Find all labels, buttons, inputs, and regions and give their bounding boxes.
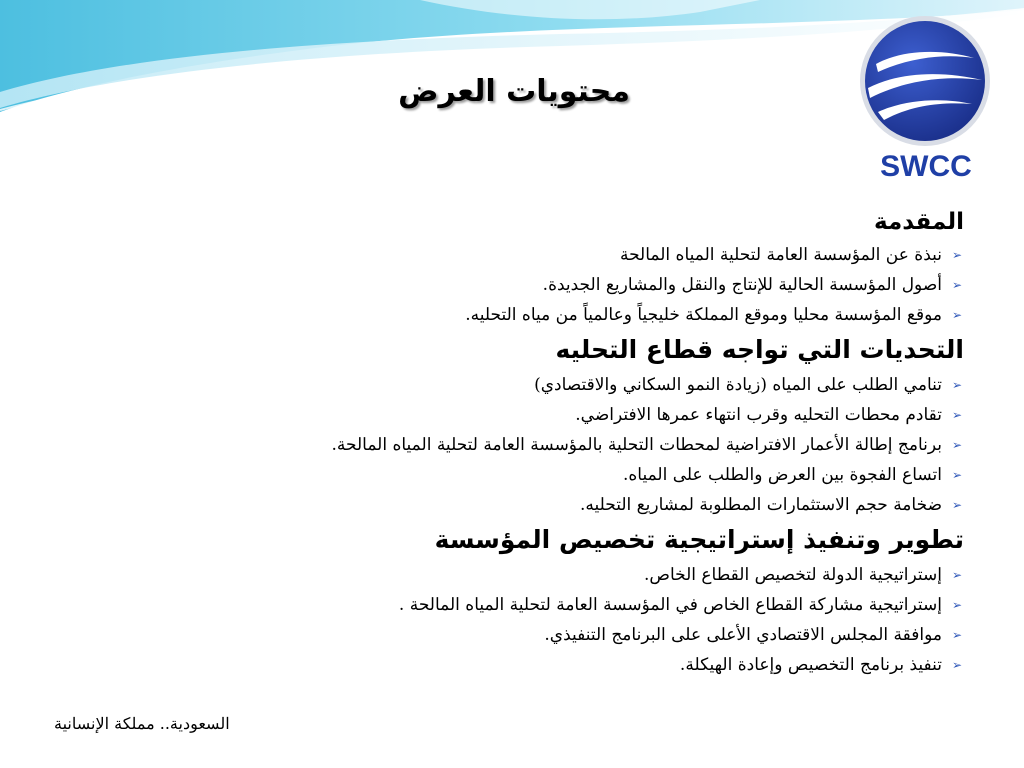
arrow-bullet-icon: ➢ — [951, 278, 963, 292]
arrow-bullet-icon: ➢ — [951, 628, 963, 642]
logo-text: SWCC — [880, 150, 972, 183]
arrow-bullet-icon: ➢ — [951, 658, 963, 672]
list-item: ➢ موافقة المجلس الاقتصادي الأعلى على البرنامج التنفيذي. — [544, 625, 963, 645]
list-item: ➢ ضخامة حجم الاستثمارات المطلوبة لمشاريع التحليه. — [579, 495, 963, 515]
list-item: ➢ تنفيذ برنامج التخصيص وإعادة الهيكلة. — [679, 655, 963, 675]
list-item: ➢ اتساع الفجوة بين العرض والطلب على المياه. — [622, 465, 963, 485]
bullet-list-intro — [164, 240, 964, 330]
list-item: ➢ نبذة عن المؤسسة العامة لتحلية المياه المالحة — [619, 245, 963, 265]
list-item: ➢ تنامي الطلب على المياه (زيادة النمو السكاني والاقتصادي) — [534, 375, 963, 395]
arrow-bullet-icon: ➢ — [951, 308, 963, 322]
arrow-bullet-icon: ➢ — [951, 568, 963, 582]
arrow-bullet-icon: ➢ — [951, 468, 963, 482]
arrow-bullet-icon: ➢ — [951, 378, 963, 392]
section-heading-strategy: تطوير وتنفيذ إستراتيجية تخصيص المؤسسة — [434, 525, 964, 554]
section-heading-intro: المقدمة — [874, 209, 964, 235]
slide-content — [164, 204, 964, 680]
list-item: ➢ تقادم محطات التحليه وقرب انتهاء عمرها الافتراضي. — [575, 405, 963, 425]
footer-slogan: السعودية.. مملكة الإنسانية — [54, 714, 230, 733]
list-item: ➢ إستراتيجية مشاركة القطاع الخاص في المؤسسة العامة لتحلية المياه المالحة . — [398, 595, 963, 615]
page-title: محتويات العرض — [398, 74, 630, 109]
list-item: ➢ موقع المؤسسة محليا وموقع المملكة خليجياً وعالمياً من مياه التحليه. — [465, 305, 963, 325]
list-item: ➢ أصول المؤسسة الحالية للإنتاج والنقل والمشاريع الجديدة. — [542, 275, 963, 295]
arrow-bullet-icon: ➢ — [951, 248, 963, 262]
arrow-bullet-icon: ➢ — [951, 438, 963, 452]
bullet-list-challenges — [164, 370, 964, 520]
list-item: ➢ برنامج إطالة الأعمار الافتراضية لمحطات التحلية بالمؤسسة العامة لتحلية المياه المالحة. — [331, 435, 963, 455]
arrow-bullet-icon: ➢ — [951, 598, 963, 612]
swcc-logo-icon — [858, 14, 992, 148]
arrow-bullet-icon: ➢ — [951, 408, 963, 422]
section-heading-challenges: التحديات التي تواجه قطاع التحليه — [555, 335, 964, 364]
bullet-list-strategy — [164, 560, 964, 680]
arrow-bullet-icon: ➢ — [951, 498, 963, 512]
list-item: ➢ إستراتيجية الدولة لتخصيص القطاع الخاص. — [644, 565, 963, 585]
